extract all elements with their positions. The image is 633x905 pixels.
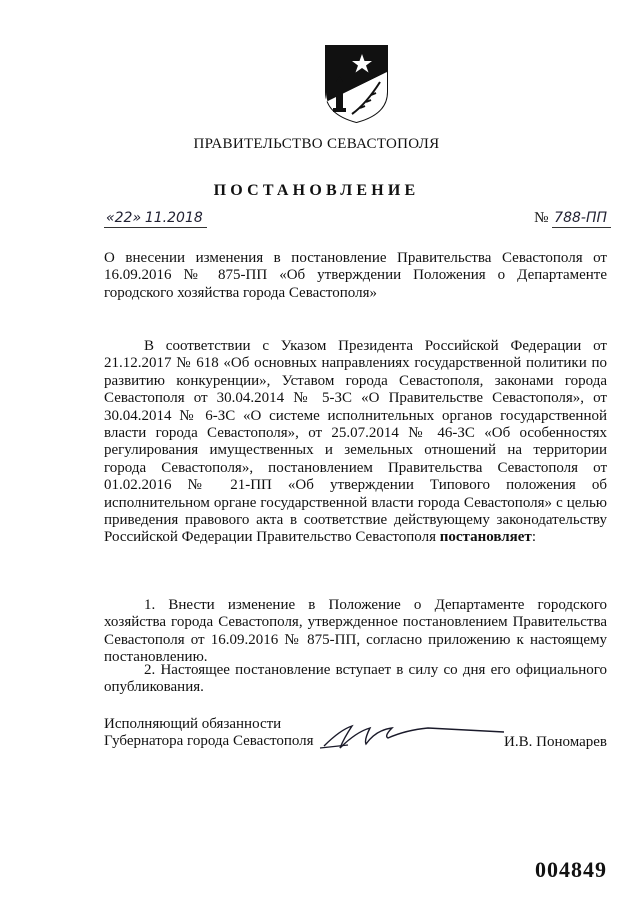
- preamble-colon: :: [531, 529, 536, 546]
- signatory-position-line-2: Губернатора города Севастополя: [104, 733, 314, 750]
- signatory-name: И.В. Пономарев: [504, 734, 607, 750]
- decree-item-2: 2. Настоящее постановление вступает в силу со дня его официального опубликования.: [104, 662, 607, 696]
- handwritten-signature: [318, 718, 508, 754]
- date-open-quote: «: [106, 210, 115, 226]
- date-month-year: 11.2018: [144, 210, 203, 226]
- decree-subject: О внесении изменения в постановление Правительства Севастополя от 16.09.2016 № 875-ПП «Об утверждении Положения о Департаменте городского хозяйства города Севастополя»: [104, 250, 607, 301]
- number-sign: №: [534, 210, 549, 226]
- resolves-word: постановляет: [439, 529, 532, 546]
- decree-date: [104, 210, 207, 228]
- preamble-paragraph: [104, 338, 607, 547]
- number-value: 788-ПП: [554, 210, 607, 226]
- decree-number: [534, 210, 611, 228]
- signatory-position-line-1: Исполняющий обязанности: [104, 716, 282, 732]
- decree-item-1: 1. Внести изменение в Положение о Департаменте городского хозяйства города Севастополя, утвержденное постановлением Правительства Севастополя от 16.09.2016 № 875-ПП, согласно приложению к настоящему постановлению.: [104, 597, 607, 666]
- preamble-text: В соответствии с Указом Президента Российской Федерации от 21.12.2017 № 618 «Об основных направлениях государственной политики по развитию конкуренции», Уставом города Севастополя, законами города Севастополя от 30.04.2014 № 5-ЗС «О Правительстве Севастополя», от 30.04.2014 № 6-ЗС «О системе исполнительных органов государственной власти города Севастополя», от 25.07.2014 № 46-ЗС «Об особенностях регулирования имущественных и земельных отношений на территории города Севастополя», постановлением Правительства Севастополя от 01.02.2016 № 21-ПП «Об утверждении Типового положения об исполнительном органе государственной власти города Севастополя» с целью приведения правового акта в соответствие действующему законодательству Российской Федерации Правительство Севастополя: [104, 338, 607, 546]
- coat-of-arms-emblem: [322, 42, 391, 124]
- date-close-quote: »: [132, 210, 142, 226]
- serial-number: 004849: [535, 857, 607, 882]
- document-type-heading: ПОСТАНОВЛЕНИЕ: [213, 182, 420, 199]
- signatory-position: [104, 716, 314, 751]
- government-title: ПРАВИТЕЛЬСТВО СЕВАСТОПОЛЯ: [193, 136, 440, 152]
- date-day: 22: [114, 210, 133, 226]
